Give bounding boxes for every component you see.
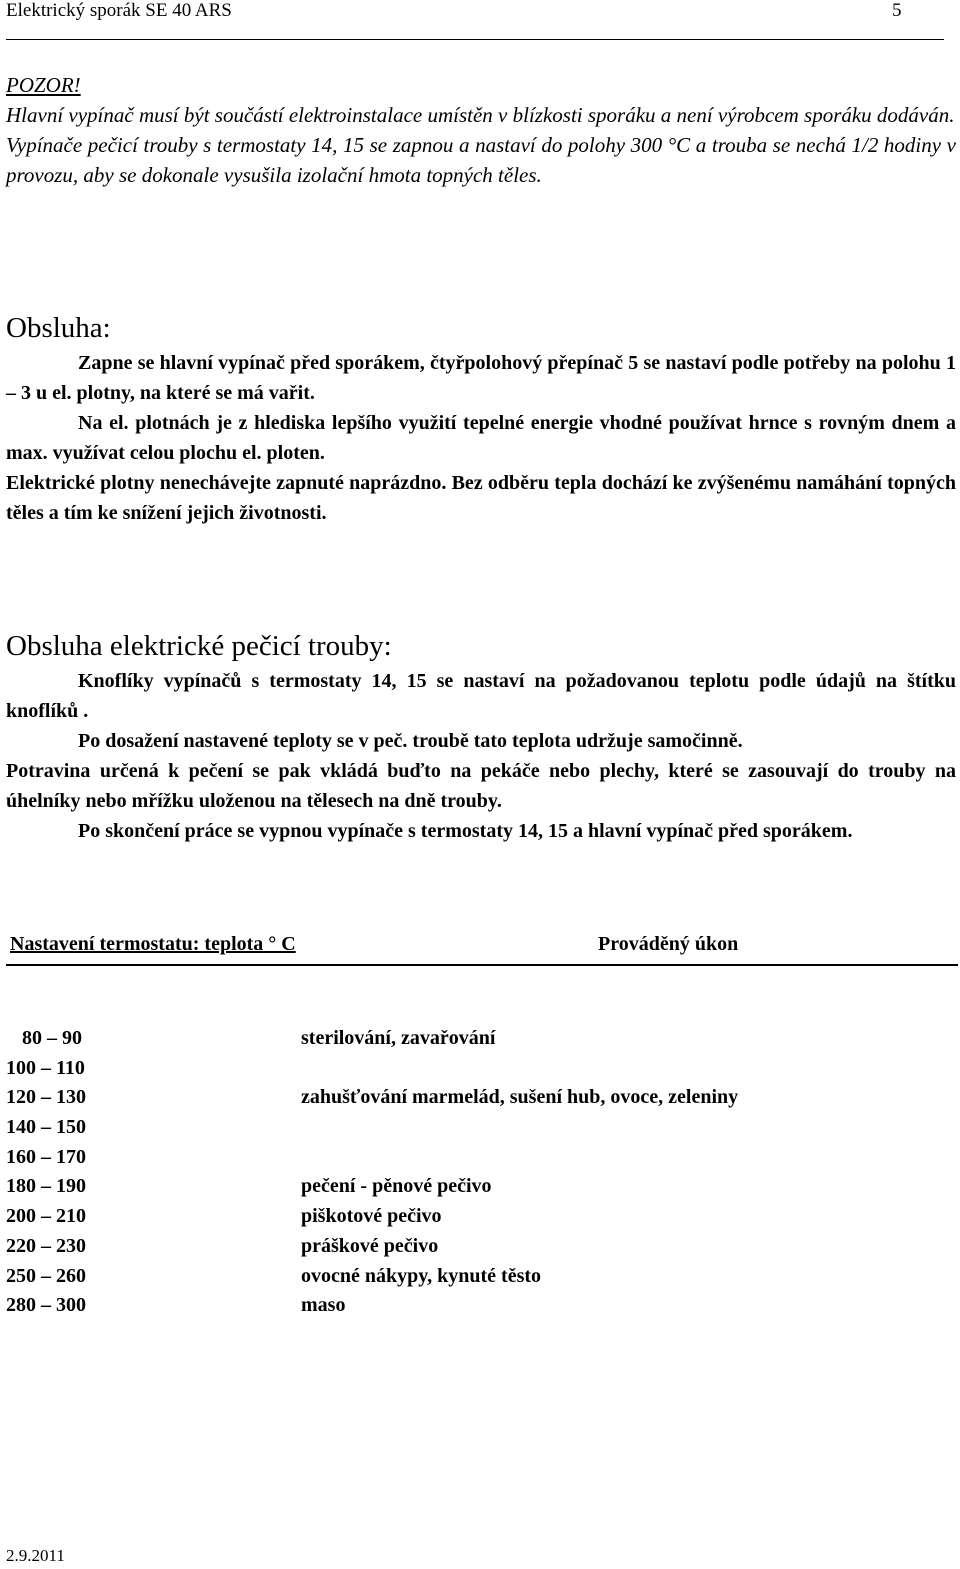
header-rule — [6, 39, 944, 40]
footer-date: 2.9.2011 — [6, 1546, 65, 1565]
action-text: maso — [301, 1294, 346, 1317]
table-row — [6, 1175, 956, 1205]
section-heading-obsluha: Obsluha: — [6, 312, 111, 344]
paragraph: Knoflíky vypínačů s termostaty 14, 15 se nastaví na požadovanou teplotu podle údajů na štítku knoflíků . — [6, 670, 956, 722]
paragraph: Po skončení práce se vypnou vypínače s termostaty 14, 15 a hlavní vypínač před sporákem. — [78, 820, 853, 842]
paragraph: Zapne se hlavní vypínač před sporákem, čtyřpolohový přepínač 5 se nastaví podle potřeby na polohu 1 – 3 u el. plotny, na které se má vařit. — [6, 352, 956, 404]
oven-text — [6, 666, 956, 846]
table-row — [6, 1265, 956, 1295]
section-heading-oven: Obsluha elektrické pečicí trouby: — [6, 630, 392, 662]
temperature-range: 280 – 300 — [6, 1294, 86, 1317]
table-body — [6, 1027, 956, 1324]
paragraph: Na el. plotnách je z hlediska lepšího využití tepelné energie vhodné používat hrnce s rovným dnem a max. využívat celou plochu el. ploten. — [6, 412, 956, 464]
obsluha-text — [6, 348, 956, 528]
temperature-range: 180 – 190 — [6, 1175, 86, 1198]
table-row — [6, 1086, 956, 1116]
table-row — [6, 1057, 956, 1087]
temperature-range: 100 – 110 — [6, 1056, 85, 1079]
action-text: ovocné nákypy, kynuté těsto — [301, 1264, 542, 1287]
temperature-range: 80 – 90 — [22, 1027, 82, 1049]
temperature-range: 160 – 170 — [6, 1145, 86, 1168]
paragraph: Elektrické plotny nenechávejte zapnuté naprázdno. Bez odběru tepla dochází ke zvýšenému namáhání topných těles a tím ke snížení jejich životnosti. — [6, 472, 956, 524]
warning-title: POZOR! — [6, 73, 81, 97]
table-col-temperature: Nastavení termostatu: teplota ° C — [10, 933, 296, 955]
table-row — [6, 1116, 956, 1146]
temperature-range: 120 – 130 — [6, 1086, 86, 1109]
table-row — [6, 1205, 956, 1235]
temperature-range: 250 – 260 — [6, 1264, 86, 1287]
warning-line: Vypínače pečicí trouby s termostaty 14, 15 se zapnou a nastaví do polohy 300 °C a trouba se nechá 1/2 hodiny v provozu, aby se dokonale vysušila izolační hmota topných těles. — [6, 133, 956, 187]
table-header — [6, 933, 958, 963]
table-col-action: Prováděný úkon — [598, 933, 739, 955]
page-number: 5 — [892, 0, 902, 21]
temperature-range: 140 – 150 — [6, 1116, 86, 1139]
warning-section — [6, 70, 956, 190]
action-text: pečení - pěnové pečivo — [301, 1175, 492, 1198]
table-rule — [6, 964, 958, 966]
action-text: piškotové pečivo — [301, 1205, 442, 1228]
action-text: zahušťování marmelád, sušení hub, ovoce, zeleniny — [301, 1086, 739, 1109]
header-title: Elektrický sporák SE 40 ARS — [6, 0, 232, 21]
temperature-range: 200 – 210 — [6, 1205, 86, 1228]
table-row — [6, 1146, 956, 1176]
action-text: práškové pečivo — [301, 1234, 439, 1257]
table-row — [6, 1294, 956, 1324]
table-row — [6, 1027, 956, 1057]
paragraph: Potravina určená k pečení se pak vkládá buďto na pekáče nebo plechy, které se zasouvají do trouby na úhelníky nebo mřížku uloženou na tělesech na dně trouby. — [6, 760, 956, 812]
table-row — [6, 1235, 956, 1265]
action-text: sterilování, zavařování — [301, 1027, 496, 1049]
temperature-range: 220 – 230 — [6, 1234, 86, 1257]
paragraph: Po dosažení nastavené teploty se v peč. troubě tato teplota udržuje samočinně. — [78, 730, 743, 752]
warning-line: Hlavní vypínač musí být součástí elektroinstalace umístěn v blízkosti sporáku a není výrobcem sporáku dodáván. — [6, 103, 955, 127]
